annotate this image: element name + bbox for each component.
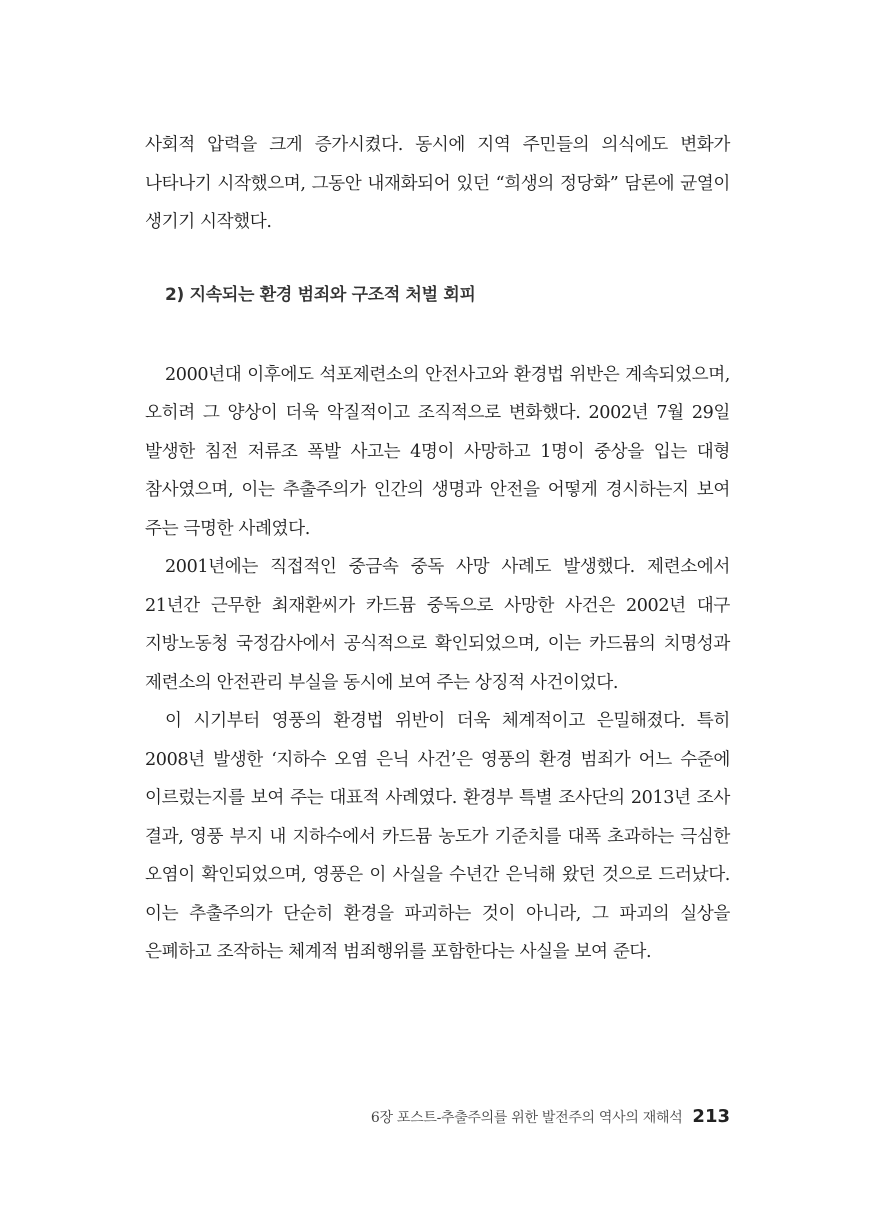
paragraph-1: 2000년대 이후에도 석포제련소의 안전사고와 환경법 위반은 계속되었으며, 오히려 그 양상이 더욱 악질적이고 조직적으로 변화했다. 2002년 7월 29일 발생한 침전 저류조 폭발 사고는 4명이 사망하고 1명이 중상을 입는 대형 참사였으며, 이는 추출주의가 인간의 생명과 안전을 어떻게 경시하는지 보여 주는 극명한 사례였다. <box>145 364 730 539</box>
page-number: 213 <box>692 1106 730 1127</box>
heading-spacer <box>145 310 730 356</box>
page-footer <box>371 1106 730 1127</box>
page-body <box>145 126 730 972</box>
running-footer-chapter-title: 6장 포스트-추출주의를 위한 발전주의 역사의 재해석 <box>370 1110 683 1126</box>
paragraph-continued: 사회적 압력을 크게 증가시켰다. 동시에 지역 주민들의 의식에도 변화가 나타나기 시작했으며, 그동안 내재화되어 있던 “희생의 정당화” 담론에 균열이 생기기 시작했다. <box>145 135 730 232</box>
paragraph-3: 이 시기부터 영풍의 환경법 위반이 더욱 체계적이고 은밀해졌다. 특히 2008년 발생한 ‘지하수 오염 은닉 사건’은 영풍의 환경 범죄가 어느 수준에 이르렀는지를 보여 주는 대표적 사례였다. 환경부 특별 조사단의 2013년 조사 결과, 영풍 부지 내 지하수에서 카드뮴 농도가 기준치를 대폭 초과하는 극심한 오염이 확인되었으며, 영풍은 이 사실을 수년간 은닉해 왔던 것으로 드러났다. 이는 추출주의가 단순히 환경을 파괴하는 것이 아니라, 그 파괴의 실상을 은폐하고 조작하는 체계적 범죄행위를 포함한다는 사실을 보여 준다. <box>145 711 730 962</box>
section-heading: 2) 지속되는 환경 범죄와 구조적 처벌 회피 <box>165 284 476 305</box>
paragraph-2: 2001년에는 직접적인 중금속 중독 사망 사례도 발생했다. 제련소에서 21년간 근무한 최재환씨가 카드뮴 중독으로 사망한 사건은 2002년 대구 지방노동청 국정감사에서 공식적으로 확인되었으며, 이는 카드뮴의 치명성과 제련소의 안전관리 부실을 동시에 보여 주는 상징적 사건이었다. <box>145 557 730 693</box>
